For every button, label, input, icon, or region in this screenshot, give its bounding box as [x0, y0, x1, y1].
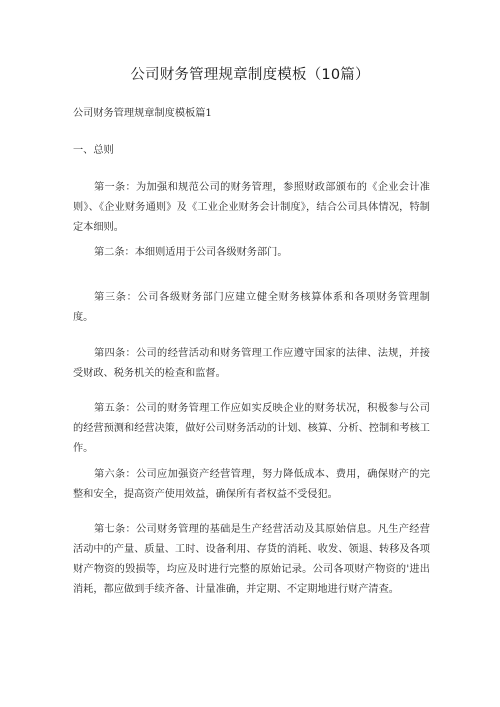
article-paragraph-3: [73, 288, 430, 328]
article-paragraph-4: [73, 344, 430, 384]
article-text: 第六条：公司应加强资产经营管理，努力降低成本、费用，确保财产的完整和安全，提高资产使用效益，确保所有者权益不受侵犯。: [73, 469, 430, 500]
section-heading: [73, 141, 430, 161]
article-paragraph-7: [73, 520, 430, 600]
article-text: 第七条：公司财务管理的基础是生产经营活动及其原始信息。凡生产经营活动中的产量、质量、工时、设备利用、存货的消耗、收发、领退、转移及各项财产物资的毁损等，均应及时进行完整的原始记录。公司各项财产物资的'进出消耗，都应做到手续齐备、计量准确，并定期、不定期地进行财产清查。: [73, 524, 430, 595]
section-heading-text: 一、总则: [73, 145, 114, 156]
article-paragraph-1: [73, 178, 430, 238]
article-text: 第四条：公司的经营活动和财务管理工作应遵守国家的法律、法规，并接受财政、税务机关的检查和监督。: [73, 348, 430, 379]
article-text: 第五条：公司的财务管理工作应如实反映企业的财务状况，积极参与公司的经营预测和经营决策，做好公司财务活动的计划、核算、分析、控制和考核工作。: [73, 403, 430, 454]
article-paragraph-2: [73, 243, 430, 263]
article-paragraph-5: [73, 399, 430, 459]
article-paragraph-6: [73, 465, 430, 505]
subtitle-text: 公司财务管理规章制度模板篇1: [73, 108, 212, 119]
document-title: 公司财务管理规章制度模板（10篇）: [130, 67, 370, 83]
article-text: 第三条：公司各级财务部门应建立健全财务核算体系和各项财务管理制度。: [73, 292, 430, 323]
article-text: 第二条：本细则适用于公司各级财务部门。: [94, 247, 288, 258]
document-subtitle: [73, 104, 430, 124]
article-text: 第一条：为加强和规范公司的财务管理，参照财政部颁布的《企业会计准则》、《企业财务通则》及《工业企业财务会计制度》，结合公司具体情况，特制定本细则。: [73, 182, 430, 233]
